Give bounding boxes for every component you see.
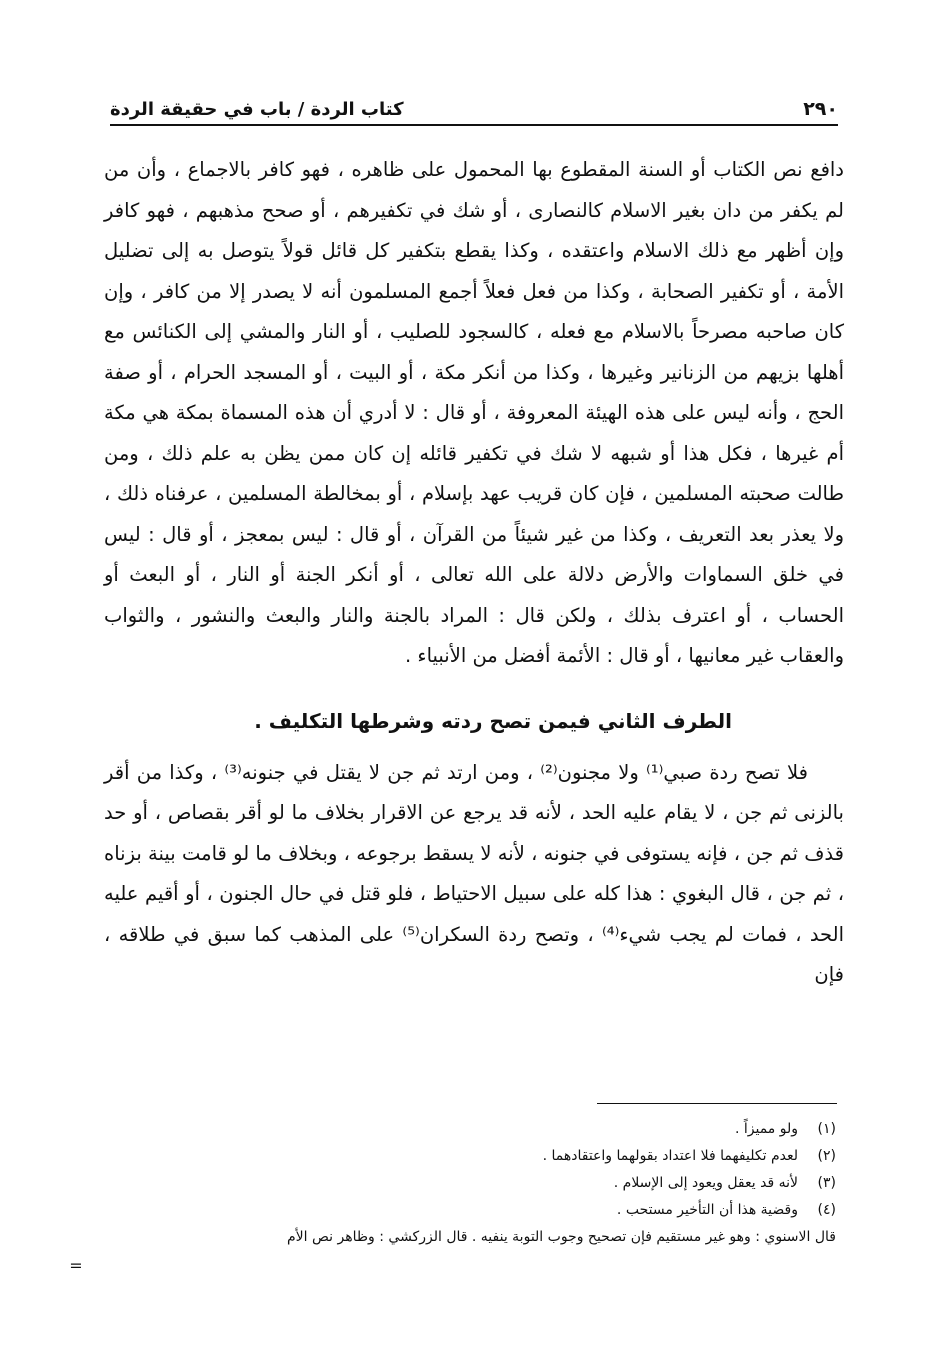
footnote-4 — [104, 1197, 836, 1224]
paragraph-1: دافع نص الكتاب أو السنة المقطوع بها المحمول على ظاهره ، فهو كافر بالاجماع ، وأن من لم يكفر من دان بغير الاسلام كالنصارى ، أو شك في تكفيرهم ، أو صحح مذهبهم ، فهو كافر وإن أظهر مع ذلك الاسلام واعتقده ، وكذا يقطع بتكفير كل قائل قولاً يتوصل به إلى تضليل الأمة ، أو تكفير الصحابة ، وكذا من فعل فعلاً أجمع المسلمون أنه لا يصدر إلا من كافر ، وإن كان صاحبه مصرحاً بالاسلام مع فعله ، كالسجود للصليب ، أو النار والمشي إلى الكنائس مع أهلها بزيهم من الزنانير وغيرها ، وكذا من أنكر مكة ، أو البيت ، أو المسجد الحرام ، أو صفة الحج ، وأنه ليس على هذه الهيئة المعروفة ، أو قال : لا أدري أن هذه المسماة بمكة هي مكة أم غيرها ، فكل هذا أو شبهه لا شك في تكفير قائله إن كان ممن يظن به علم ذلك ، ومن طالت صحبته المسلمين ، فإن كان قريب عهد بإسلام ، أو بمخالطة المسلمين ، عرفناه ذلك ، ولا يعذر بعد التعريف ، وكذا من غير شيئاً من القرآن ، أو قال : ليس بمعجز ، أو قال : ليس في خلق السماوات والأرض دلالة على الله تعالى ، أو أنكر الجنة أو النار ، أو البعث أو الحساب ، أو اعترف بذلك ، ولكن قال : المراد بالجنة والنار والبعث والنشور ، والثواب والعقاب غير معانيها ، أو قال : الأئمة أفضل من الأنبياء . — [104, 158, 844, 667]
footnote-1 — [104, 1116, 836, 1143]
footnote-text: قال الاسنوي : وهو غير مستقيم فإن تصحيح وجوب التوبة ينفيه . قال الزركشي : وظاهر نص الأم — [287, 1229, 836, 1245]
running-header — [110, 84, 838, 120]
page-number: ٢٩٠ — [803, 98, 838, 120]
footnote-number: (٢) — [817, 1148, 836, 1164]
section-heading: الطرف الثاني فيمن تصح ردته وشرطها التكليف . — [254, 708, 732, 733]
continuation-mark: = — [69, 1256, 83, 1275]
main-text — [104, 150, 844, 996]
footnote-number: (٣) — [817, 1175, 836, 1191]
running-title: كتاب الردة / باب في حقيقة الردة — [110, 99, 404, 120]
footnote-number: (١) — [817, 1121, 836, 1137]
footnote-text: ولو مميزاً . — [734, 1121, 798, 1137]
footnote-text: لأنه قد يعقل ويعود إلى الإسلام . — [613, 1175, 798, 1191]
header-rule — [110, 124, 838, 126]
footnote-text: لعدم تكليفهما فلا اعتداد بقولهما واعتقادهما . — [542, 1148, 798, 1164]
footnote-number: (٤) — [817, 1202, 836, 1218]
paragraph-2: فلا تصح ردة صبي⁽¹⁾ ولا مجنون⁽²⁾ ، ومن ارتد ثم جن لا يقتل في جنونه⁽³⁾ ، وكذا من أقر بالزنى ثم جن ، لا يقام عليه الحد ، لأنه قد يرجع عن الاقرار بخلاف ما لو أقر بقصاص ، أو حد قذف ثم جن ، فإنه يستوفى في جنونه ، لأنه لا يسقط برجوعه ، وبخلاف ما لو قامت بينة بزناه ، ثم جن ، قال البغوي : هذا كله على سبيل الاحتياط ، فلو قتل في حال الجنون ، أو أقيم عليه الحد ، فمات لم يجب شيء⁽⁴⁾ ، وتصح ردة السكران⁽⁵⁾ على المذهب كما سبق في طلاقه ، فإن — [104, 760, 845, 986]
footnote-3 — [104, 1170, 836, 1197]
footnote-4-continued — [104, 1224, 836, 1251]
footnotes — [104, 1116, 836, 1251]
footnote-2 — [104, 1143, 836, 1170]
footnote-rule — [597, 1103, 837, 1104]
footnote-text: وقضية هذا أن التأخير مستحب . — [616, 1202, 798, 1218]
